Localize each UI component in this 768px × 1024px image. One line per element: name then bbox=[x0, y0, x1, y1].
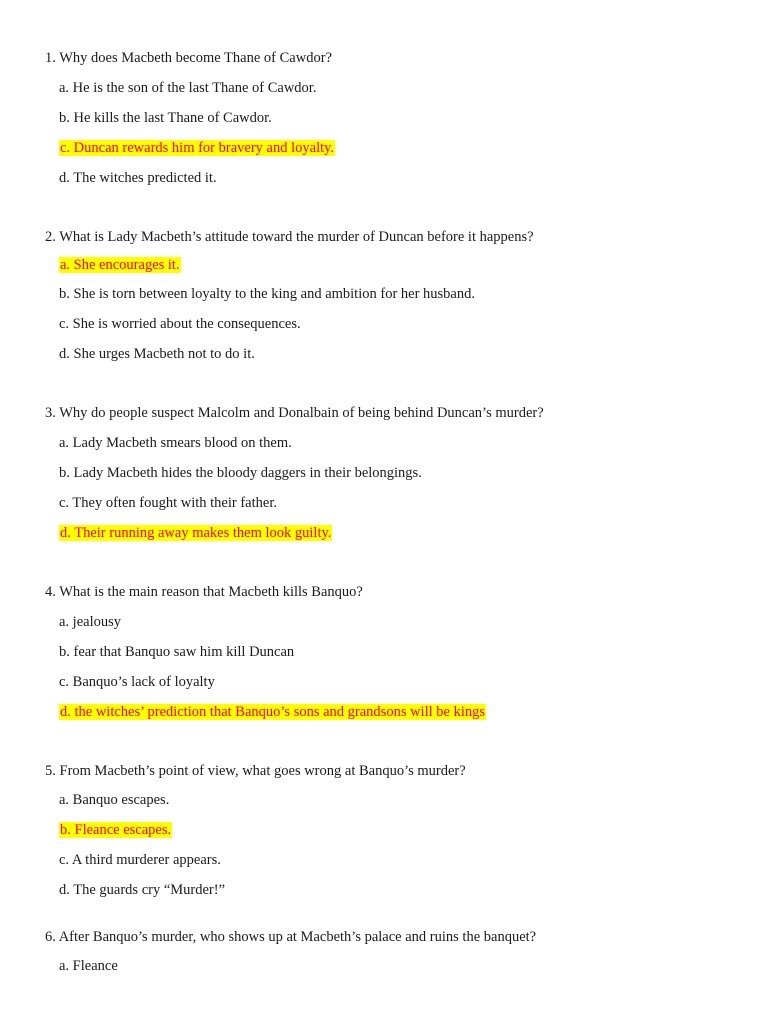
question-2: 2. What is Lady Macbeth’s attitude toward the murder of Duncan before it happens? bbox=[45, 229, 534, 245]
question-1-option-d: d. The witches predicted it. bbox=[59, 170, 217, 186]
question-4-option-c: c. Banquo’s lack of loyalty bbox=[59, 674, 215, 690]
question-3-option-a: a. Lady Macbeth smears blood on them. bbox=[59, 435, 292, 451]
question-4-option-b: b. fear that Banquo saw him kill Duncan bbox=[59, 644, 295, 660]
question-1-option-c-answer: c. Duncan rewards him for bravery and loyalty. bbox=[60, 140, 335, 156]
question-4: 4. What is the main reason that Macbeth kills Banquo? bbox=[45, 584, 363, 600]
question-1-option-a: a. He is the son of the last Thane of Cawdor. bbox=[59, 80, 317, 96]
question-3-option-d-answer: d. Their running away makes them look guilty. bbox=[60, 525, 332, 541]
question-5-option-c: c. A third murderer appears. bbox=[59, 852, 221, 868]
question-2-option-a-answer: a. She encourages it. bbox=[60, 257, 180, 273]
question-5: 5. From Macbeth’s point of view, what goes wrong at Banquo’s murder? bbox=[45, 763, 466, 779]
question-1: 1. Why does Macbeth become Thane of Cawdor? bbox=[45, 50, 332, 66]
question-3-option-b: b. Lady Macbeth hides the bloody daggers in their belongings. bbox=[59, 465, 422, 481]
question-5-option-a: a. Banquo escapes. bbox=[59, 792, 170, 808]
question-2-option-b: b. She is torn between loyalty to the king and ambition for her husband. bbox=[59, 286, 475, 302]
question-2-option-d: d. She urges Macbeth not to do it. bbox=[59, 346, 255, 362]
question-6: 6. After Banquo’s murder, who shows up at Macbeth’s palace and ruins the banquet? bbox=[45, 929, 537, 945]
question-4-option-a: a. jealousy bbox=[59, 614, 122, 630]
question-5-option-b-answer: b. Fleance escapes. bbox=[60, 822, 172, 838]
question-2-option-c: c. She is worried about the consequences. bbox=[59, 316, 301, 332]
question-4-option-d-answer: d. the witches’ prediction that Banquo’s sons and grandsons will be kings bbox=[60, 704, 486, 720]
question-3-option-c: c. They often fought with their father. bbox=[59, 495, 277, 511]
question-5-option-d: d. The guards cry “Murder!” bbox=[59, 882, 226, 898]
question-3: 3. Why do people suspect Malcolm and Donalbain of being behind Duncan’s murder? bbox=[45, 405, 544, 421]
question-6-option-a: a. Fleance bbox=[59, 958, 118, 974]
question-1-option-b: b. He kills the last Thane of Cawdor. bbox=[59, 110, 272, 126]
